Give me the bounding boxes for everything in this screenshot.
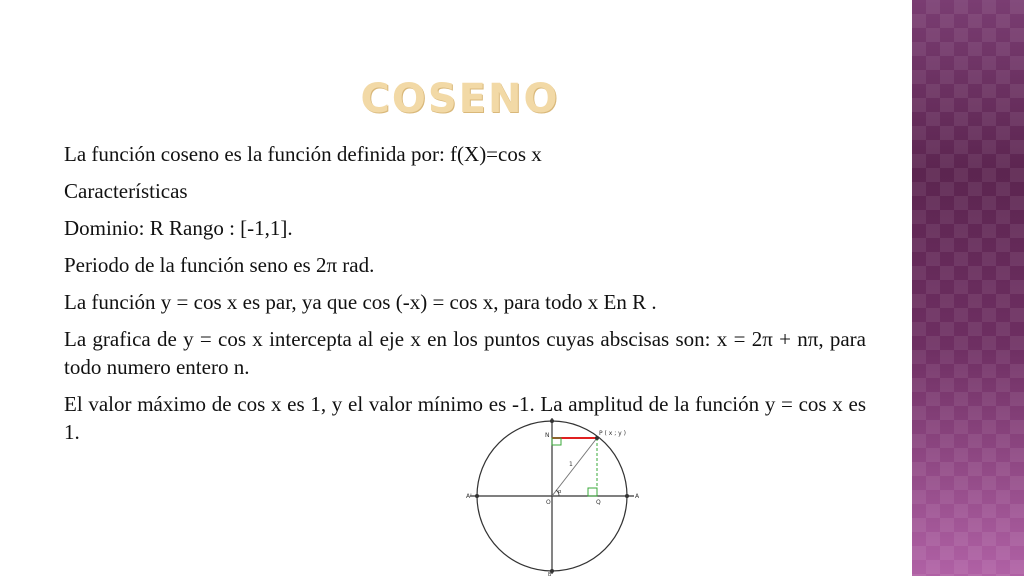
slide-title: COSENO [360,76,560,122]
right-angle-marker-bottom [588,488,597,496]
paragraph-characteristics: Características [64,179,188,203]
label-point-p: P ( x ; y ) [599,430,626,437]
label-a-prime: A' [466,493,472,500]
paragraph-domain-range: Dominio: R Rango : [-1,1]. [64,216,293,240]
unit-circle-diagram [462,414,652,576]
label-radius: 1 [569,461,573,468]
label-theta: α [558,489,562,495]
paragraph-even-function: La función y = cos x es par, ya que cos (-x) = cos x, para todo x En R . [64,290,657,314]
paragraph-intercepts: La grafica de y = cos x intercepta al eje x en los puntos cuyas abscisas son: x = 2π + nπ, para todo numero entero n. [64,327,866,379]
label-n: N [545,432,550,439]
label-a: A [635,493,640,500]
label-b-prime: B' [548,572,553,576]
paragraph-definition: La función coseno es la función definida por: f(X)=cos x [64,142,542,166]
decorative-side-panel [912,0,1024,576]
label-q: Q [596,499,601,506]
axis-endpoint [625,494,629,498]
axis-endpoint [475,494,479,498]
label-o: O [546,499,551,506]
slide-body [64,140,866,455]
radius-line [552,438,597,496]
axis-endpoint [550,419,554,423]
paragraph-amplitude: El valor máximo de cos x es 1, y el valor mínimo es -1. La amplitud de la función y = cos x es 1. [64,392,866,444]
paragraph-period: Periodo de la función seno es 2π rad. [64,253,375,277]
right-angle-marker-top [552,438,561,445]
